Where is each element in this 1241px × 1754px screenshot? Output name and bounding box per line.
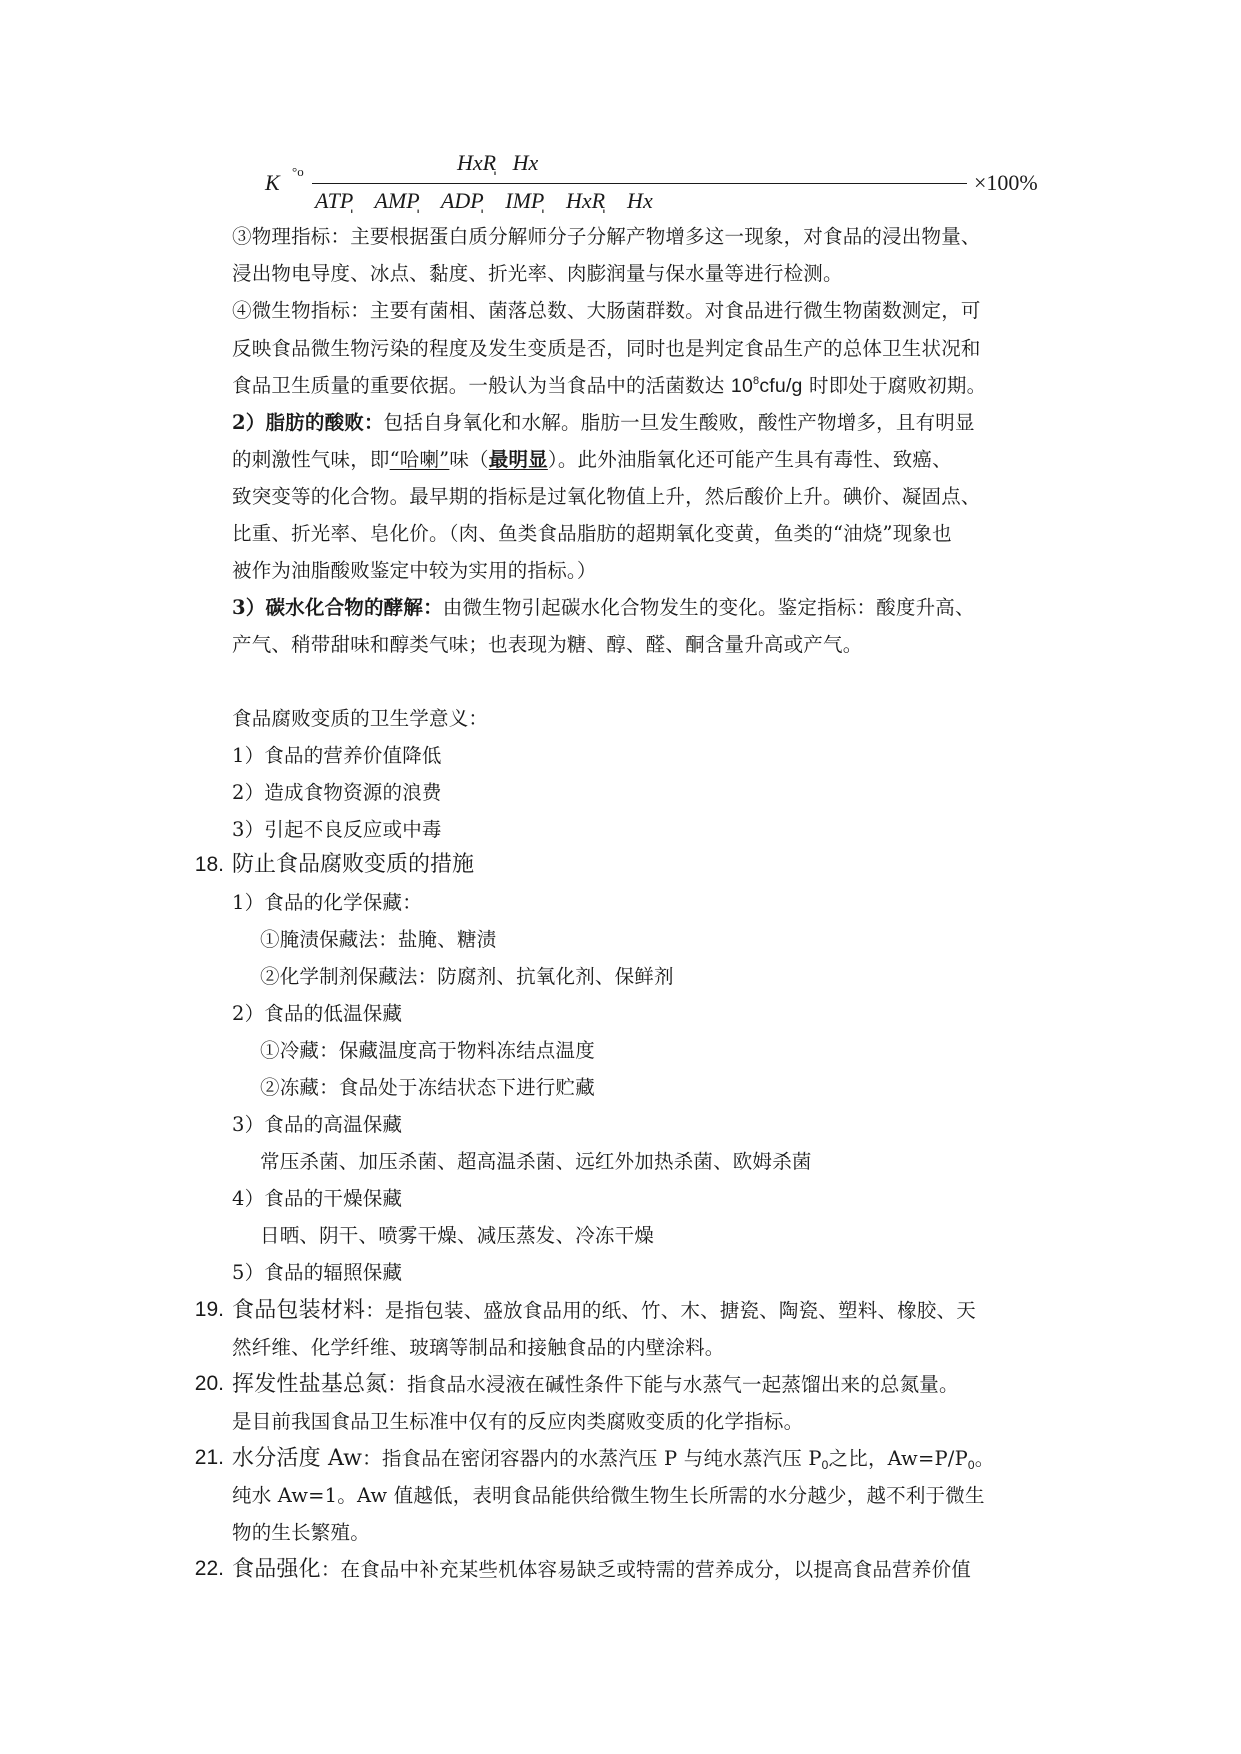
- item18-line-7: 3）食品的高温保藏: [232, 1113, 403, 1136]
- sec2-line2: 的刺激性气味，即“哈喇”味（最明显）。此外油脂氧化还可能产生具有毒性、致癌、: [232, 448, 952, 471]
- item19-line1: 食品包装材料：是指包装、盛放食品用的纸、竹、木、搪瓷、陶瓷、塑料、橡胶、天: [232, 1298, 976, 1323]
- formula-fraction-bar: [312, 183, 967, 184]
- item21-number: 21.: [194, 1446, 224, 1469]
- sec3-line2: 产气、稍带甜味和醇类气味；也表现为糖、醇、醛、酮含量升高或产气。: [232, 633, 863, 656]
- sec2-title: 2）脂肪的酸败：: [232, 411, 384, 434]
- para3-line1: ③物理指标：主要根据蛋白质分解师分子分解产物增多这一现象，对食品的浸出物量、: [232, 225, 981, 248]
- item18-line-8: 常压杀菌、加压杀菌、超高温杀菌、远红外加热杀菌、欧姆杀菌: [260, 1150, 812, 1173]
- hygiene-item-3: 3）引起不良反应或中毒: [232, 818, 442, 841]
- sec2-line4: 比重、折光率、皂化价。（肉、鱼类食品脂肪的超期氧化变黄，鱼类的“油烧”现象也: [232, 522, 952, 545]
- sec2-line5: 被作为油脂酸败鉴定中较为实用的指标。）: [232, 559, 597, 582]
- item18-line-3: ②化学制剂保藏法：防腐剂、抗氧化剂、保鲜剂: [260, 965, 674, 988]
- item18-line-4: 2）食品的低温保藏: [232, 1002, 403, 1025]
- item21-line1: 水分活度 Aw：指食品在密闭容器内的水蒸汽压 P 与纯水蒸汽压 $P_0$之比，$Aw=P/P_0$。: [232, 1446, 995, 1472]
- item19-term: 食品包装材料: [232, 1298, 366, 1323]
- item22-number: 22.: [194, 1557, 224, 1580]
- item18-line-1: 1）食品的化学保藏：: [232, 891, 422, 914]
- k-value-formula: [262, 150, 1038, 220]
- hygiene-item-1: 1）食品的营养价值降低: [232, 744, 442, 767]
- sec2-line1: 2）脂肪的酸败：包括自身氧化和水解。脂肪一旦发生酸败，酸性产物增多，且有明显: [232, 411, 975, 434]
- item21-term: 水分活度 Aw: [232, 1446, 363, 1471]
- item18-line-6: ②冻藏：食品处于冻结状态下进行贮藏: [260, 1076, 595, 1099]
- item18-line-11: 5）食品的辐照保藏: [232, 1261, 403, 1284]
- item21-line2: 纯水 Aw=1。Aw 值越低，表明食品能供给微生物生长所需的水分越少，越不利于微生: [232, 1484, 985, 1507]
- sec2-line3: 致突变等的化合物。最早期的指标是过氧化物值上升，然后酸价上升。碘价、凝固点、: [232, 485, 981, 508]
- hygiene-item-2: 2）造成食物资源的浪费: [232, 781, 442, 804]
- formula-times-100: ×100%: [974, 170, 1038, 195]
- hygiene-title: 食品腐败变质的卫生学意义：: [232, 707, 489, 730]
- sec3-title: 3）碳水化合物的酵解：: [232, 596, 443, 619]
- haha-underlined: “哈喇”: [389, 448, 450, 471]
- formula-denominator: ATP̩ AMP̩ ADP̩ IMP̩ HxR̩ Hx: [315, 188, 653, 213]
- item20-number: 20.: [194, 1372, 224, 1395]
- item20-line2: 是目前我国食品卫生标准中仅有的反应肉类腐败变质的化学指标。: [232, 1410, 804, 1433]
- item22-term: 食品强化: [232, 1557, 321, 1582]
- item18-line-2: ①腌渍保藏法：盐腌、糖渍: [260, 928, 497, 951]
- item21-line3: 物的生长繁殖。: [232, 1521, 370, 1544]
- item18-line-5: ①冷藏：保藏温度高于物料冻结点温度: [260, 1039, 595, 1062]
- item19-number: 19.: [194, 1298, 224, 1321]
- sec3-line1: 3）碳水化合物的酵解：由微生物引起碳水化合物发生的变化。鉴定指标：酸度升高、: [232, 596, 975, 619]
- item18-line-10: 日晒、阴干、喷雾干燥、减压蒸发、冷冻干燥: [260, 1224, 655, 1247]
- para4-line2: 反映食品微生物污染的程度及发生变质是否，同时也是判定食品生产的总体卫生状况和: [232, 337, 981, 360]
- item18-title: 防止食品腐败变质的措施: [232, 852, 475, 877]
- item19-line2: 然纤维、化学纤维、玻璃等制品和接触食品的内壁涂料。: [232, 1336, 725, 1359]
- item22-line1: 食品强化：在食品中补充某些机体容易缺乏或特需的营养成分，以提高食品营养价值: [232, 1557, 971, 1582]
- item18-number: 18.: [194, 853, 224, 876]
- item20-term: 挥发性盐基总氮: [232, 1372, 388, 1397]
- item20-line1: 挥发性盐基总氮：指食品水浸液在碱性条件下能与水蒸气一起蒸馏出来的总氮量。: [232, 1372, 959, 1397]
- formula-numerator: HxR̩ Hx: [457, 150, 539, 175]
- para4-line1: ④微生物指标：主要有菌相、菌落总数、大肠菌群数。对食品进行微生物菌数测定，可: [232, 299, 981, 322]
- formula-circle-mark: °o: [292, 164, 304, 179]
- formula-k: K: [265, 170, 280, 195]
- item18-line-9: 4）食品的干燥保藏: [232, 1187, 403, 1210]
- para4-line3: 食品卫生质量的重要依据。一般认为当食品中的活菌数达 $10^8cfu/g$ 时即处于腐败初期。: [232, 374, 987, 397]
- most-obvious-bold: 最明显: [488, 448, 548, 471]
- para3-line2: 浸出物电导度、冰点、黏度、折光率、肉膨润量与保水量等进行检测。: [232, 262, 843, 285]
